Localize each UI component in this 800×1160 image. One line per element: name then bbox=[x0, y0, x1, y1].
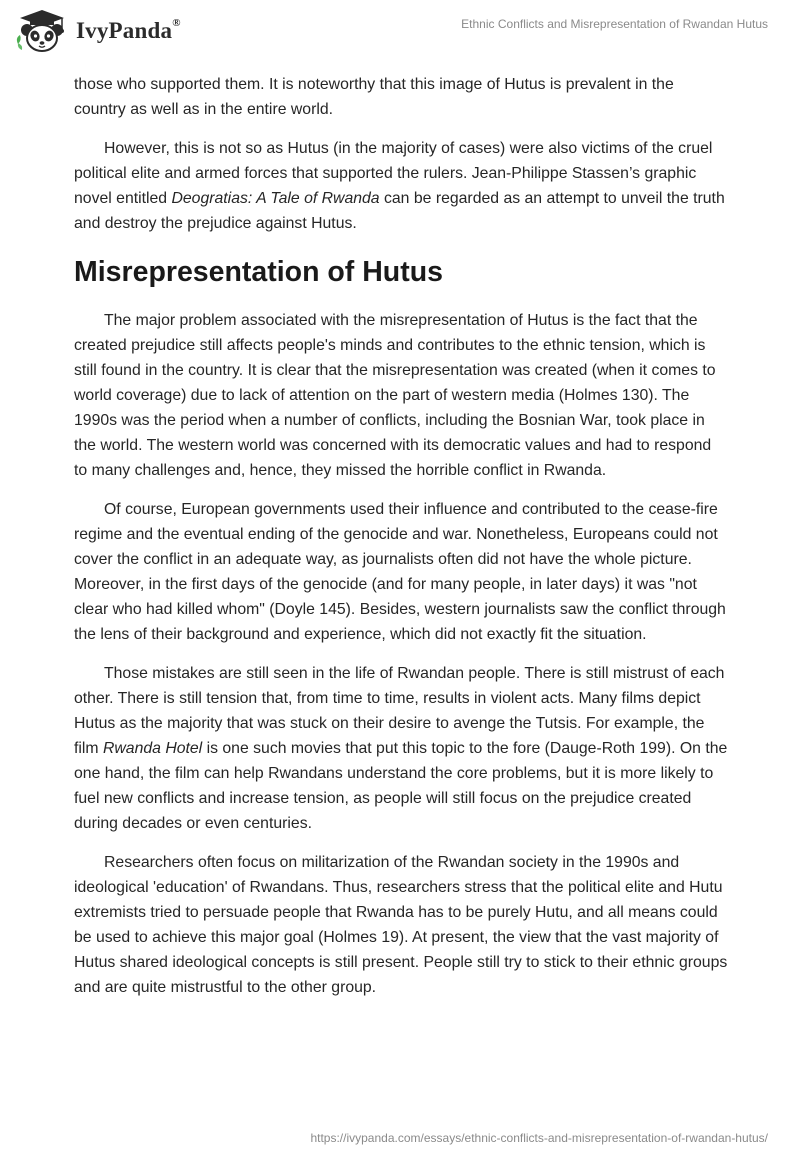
film-title: Rwanda Hotel bbox=[102, 740, 203, 757]
paragraph-media: The major problem associated with the misrepresentation of Hutus is the fact that the created prejudice still affects people's minds and contributes to the ethnic tension, which is still found in the country. It is clear that the misrepresentation was created (when it comes to world coverage) due to lack of attention on the part of western media (Holmes 130). The 1990s was the period when a number of conflicts, including the Bosnian War, took place in the world. The western world was concerned with its democratic values and had to respond to many challenges and, hence, they missed the horrible conflict in Rwanda. bbox=[74, 312, 716, 479]
site-logo[interactable] bbox=[14, 8, 181, 54]
book-title: Deogratias: A Tale of Rwanda bbox=[171, 190, 380, 207]
source-url[interactable]: https://ivypanda.com/essays/ethnic-conflicts-and-misrepresentation-of-rwandan-hutus/ bbox=[310, 1131, 768, 1145]
paragraph-mistakes: Those mistakes are still seen in the life of Rwandan people. There is still mistrust of each other. There is still tension that, from time to time, results in violent acts. Many films depict Hutus as the majority that was stuck on their desire to avenge the Tutsis. For example, the film Rwanda Hotel is one such movies that put this topic to the fore (Dauge-Roth 199). On the one hand, the film can help Rwandans understand the core problems, but it is more likely to fuel new conflicts and increase tension, as people will still focus on the prejudice created during decades or even centuries. bbox=[74, 665, 728, 832]
section-heading: Misrepresentation of Hutus bbox=[74, 256, 443, 288]
registered-mark: ® bbox=[172, 17, 181, 30]
paragraph-europe: Of course, European governments used their influence and contributed to the cease-fire regime and the eventual ending of the genocide and war. Nonetheless, Europeans could not cover the conflict in an adequate way, as journalists often did not have the whole picture. Moreover, in the first days of the genocide (and for many people, in later days) it was "not clear who had killed whom" (Doyle 145). Besides, western journalists saw the conflict through the lens of their background and experience, which did not exactly fit the situation. bbox=[74, 501, 726, 643]
document-title: Ethnic Conflicts and Misrepresentation of Rwandan Hutus bbox=[461, 17, 768, 31]
paragraph-intro: However, this is not so as Hutus (in the majority of cases) were also victims of the cruel political elite and armed forces that supported the rulers. Jean-Philippe Stassen’s graphic novel entitled Deogratias: A Tale of Rwanda can be regarded as an attempt to unveil the truth and destroy the prejudice against Hutus. bbox=[74, 140, 725, 232]
paragraph-continued: those who supported them. It is noteworthy that this image of Hutus is prevalent in the country as well as in the entire world. bbox=[74, 76, 674, 118]
page-header bbox=[0, 0, 800, 62]
panda-graduate-icon bbox=[14, 8, 70, 54]
logo-text: IvyPanda® bbox=[76, 17, 181, 43]
paragraph-militarization: Researchers often focus on militarization of the Rwandan society in the 1990s and ideological 'education' of Rwandans. Thus, researchers stress that the political elite and Hutu extremists tried to persuade people that Rwanda has to be purely Hutu, and all means could be used to achieve this major goal (Holmes 19). At present, the view that the vast majority of Hutus shared ideological concepts is still present. People still try to stick to their ethnic groups and are quite mistrustful to the other group. bbox=[74, 854, 728, 996]
essay-body bbox=[74, 72, 728, 1014]
